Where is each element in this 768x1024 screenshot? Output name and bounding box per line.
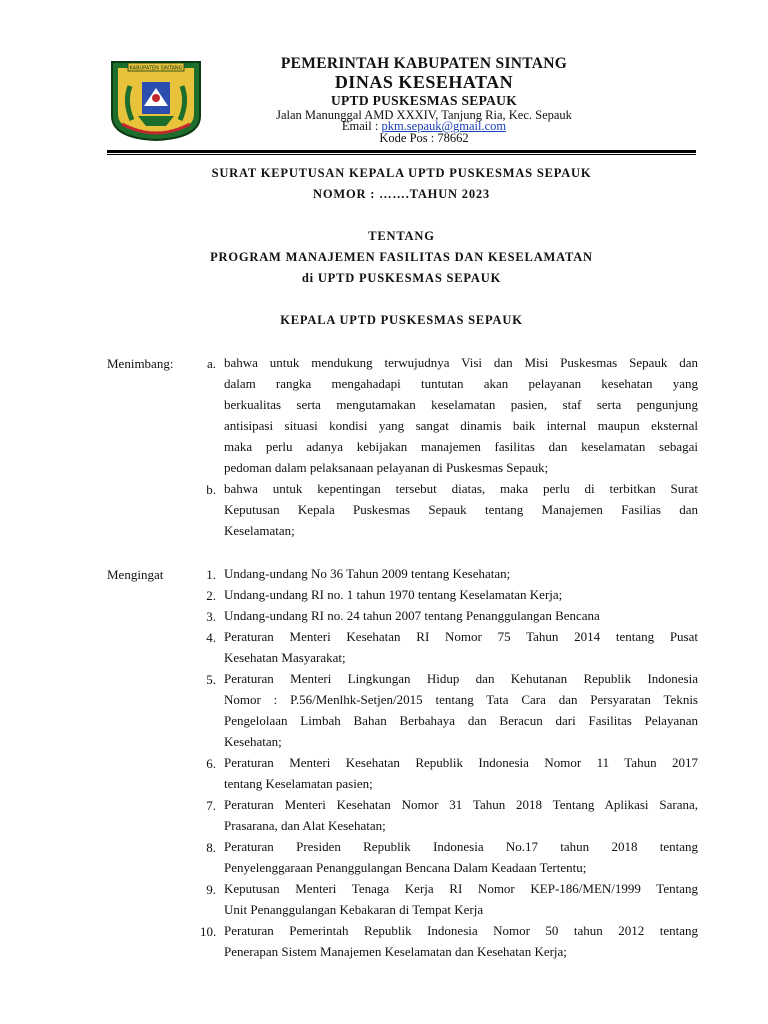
text-line: Unit Penanggulangan Kebakaran di Tempat Kerja: [224, 902, 484, 917]
menimbang-marker-b: b.: [206, 482, 216, 497]
text-line: Peraturan Menteri Kesehatan Nomor 31 Tahun 2018 Tentang Aplikasi Sarana,: [224, 797, 698, 812]
text-line: Keputusan Menteri Tenaga Kerja RI Nomor KEP-186/MEN/1999 Tentang: [224, 881, 698, 896]
mengingat-marker-7: 7.: [206, 798, 216, 813]
unit-name: UPTD PUSKESMAS SEPAUK: [330, 93, 518, 108]
menimbang-item-a: [224, 352, 698, 478]
mengingat-item-3: [224, 605, 698, 626]
decree-number: NOMOR : …….TAHUN 2023: [313, 187, 490, 201]
email-link[interactable]: pkm.sepauk@gmail.com: [381, 119, 507, 133]
text-line: Peraturan Pemerintah Republik Indonesia Nomor 50 tahun 2012 tentang: [224, 923, 698, 938]
mengingat-marker-9: 9.: [206, 882, 216, 897]
address: Jalan Manunggal AMD XXXIV, Tanjung Ria, Kec. Sepauk: [276, 108, 572, 122]
text-line: Prasarana, dan Alat Kesehatan;: [224, 818, 386, 833]
mengingat-marker-8: 8.: [206, 840, 216, 855]
subject-line-1: PROGRAM MANAJEMEN FASILITAS DAN KESELAMATAN: [210, 250, 593, 264]
subject-line-2: di UPTD PUSKESMAS SEPAUK: [301, 271, 502, 285]
mengingat-marker-10: 10.: [200, 924, 217, 939]
text-line: Undang-undang RI no. 1 tahun 1970 tentang Keselamatan Kerja;: [224, 587, 563, 602]
mengingat-item-1: [224, 563, 698, 584]
text-line: pedoman dalam pelaksanaan pelayanan di Puskesmas Sepauk;: [224, 460, 549, 475]
text-line: maka perlu adanya kebijakan manajemen fasilitas dan keselamatan sebagai: [224, 439, 698, 454]
mengingat-marker-1: 1.: [206, 567, 216, 582]
text-line: bahwa untuk kepentingan tersebut diatas, maka perlu di terbitkan Surat: [224, 481, 698, 496]
mengingat-marker-4: 4.: [206, 630, 216, 645]
text-line: Kesehatan;: [224, 734, 282, 749]
text-line: Kesehatan Masyarakat;: [224, 650, 346, 665]
text-line: tentang Keselamatan pasien;: [224, 776, 373, 791]
email-label: Email :: [341, 119, 382, 133]
mengingat-marker-5: 5.: [206, 672, 216, 687]
government-name: PEMERINTAH KABUPATEN SINTANG: [280, 55, 568, 72]
issuer-title: KEPALA UPTD PUSKESMAS SEPAUK: [280, 313, 523, 327]
menimbang-marker-a: a.: [206, 356, 216, 371]
mengingat-marker-6: 6.: [206, 756, 216, 771]
menimbang-item-b: [224, 478, 698, 541]
text-line: Keputusan Kepala Puskesmas Sepauk tentang Manajemen Fasilias dan: [224, 502, 698, 517]
mengingat-item-8: [224, 836, 698, 878]
decree-title: SURAT KEPUTUSAN KEPALA UPTD PUSKESMAS SEPAUK: [211, 166, 592, 180]
text-line: Keselamatan;: [224, 523, 295, 538]
postcode: Kode Pos : 78662: [379, 131, 469, 145]
agency-name: DINAS KESEHATAN: [334, 72, 514, 92]
text-line: Penerapan Sistem Manajemen Keselamatan dan Kesehatan Kerja;: [224, 944, 567, 959]
text-line: bahwa untuk mendukung terwujudnya Visi dan Misi Puskesmas Sepauk dan: [224, 355, 698, 370]
text-line: Undang-undang No 36 Tahun 2009 tentang Kesehatan;: [224, 566, 511, 581]
text-line: antisipasi situasi kondisi yang sangat dinamis baik internal maupun eksternal: [224, 418, 698, 433]
logo-banner-text: KABUPATEN SINTANG: [129, 65, 183, 72]
text-line: berkualitas serta mengutamakan keselamatan pasien, staf serta pengunjung: [224, 397, 698, 412]
text-line: Peraturan Menteri Kesehatan Republik Indonesia Nomor 11 Tahun 2017: [224, 755, 698, 770]
text-line: dalam rangka mengahadapi tuntutan akan pelayanan kesehatan yang: [224, 376, 698, 391]
text-line: Peraturan Menteri Lingkungan Hidup dan Kehutanan Republik Indonesia: [224, 671, 698, 686]
mengingat-item-9: [224, 878, 698, 920]
mengingat-item-4: [224, 626, 698, 668]
letterhead-rule-thin: [107, 154, 696, 155]
mengingat-label: Mengingat: [107, 567, 164, 582]
mengingat-marker-3: 3.: [206, 609, 216, 624]
text-line: Pengelolaan Limbah Bahan Berbahaya dan Beracun dari Fasilitas Pelayanan: [224, 713, 698, 728]
text-line: Peraturan Menteri Kesehatan RI Nomor 75 Tahun 2014 tentang Pusat: [224, 629, 698, 644]
text-line: Undang-undang RI no. 24 tahun 2007 tentang Penanggulangan Bencana: [224, 608, 600, 623]
mengingat-item-5: [224, 668, 698, 752]
menimbang-label: Menimbang:: [107, 356, 174, 371]
text-line: Nomor : P.56/Menlhk-Setjen/2015 tentang Tata Cara dan Persyaratan Teknis: [224, 692, 698, 707]
letterhead-rule-thick: [107, 150, 696, 153]
regency-logo: [108, 58, 204, 142]
text-line: Penyelenggaraan Penanggulangan Bencana Dalam Keadaan Tertentu;: [224, 860, 587, 875]
mengingat-item-7: [224, 794, 698, 836]
mengingat-item-2: [224, 584, 698, 605]
mengingat-marker-2: 2.: [206, 588, 216, 603]
mengingat-item-10: [224, 920, 698, 962]
mengingat-item-6: [224, 752, 698, 794]
about-label: TENTANG: [368, 229, 435, 243]
text-line: Peraturan Presiden Republik Indonesia No.17 tahun 2018 tentang: [224, 839, 698, 854]
